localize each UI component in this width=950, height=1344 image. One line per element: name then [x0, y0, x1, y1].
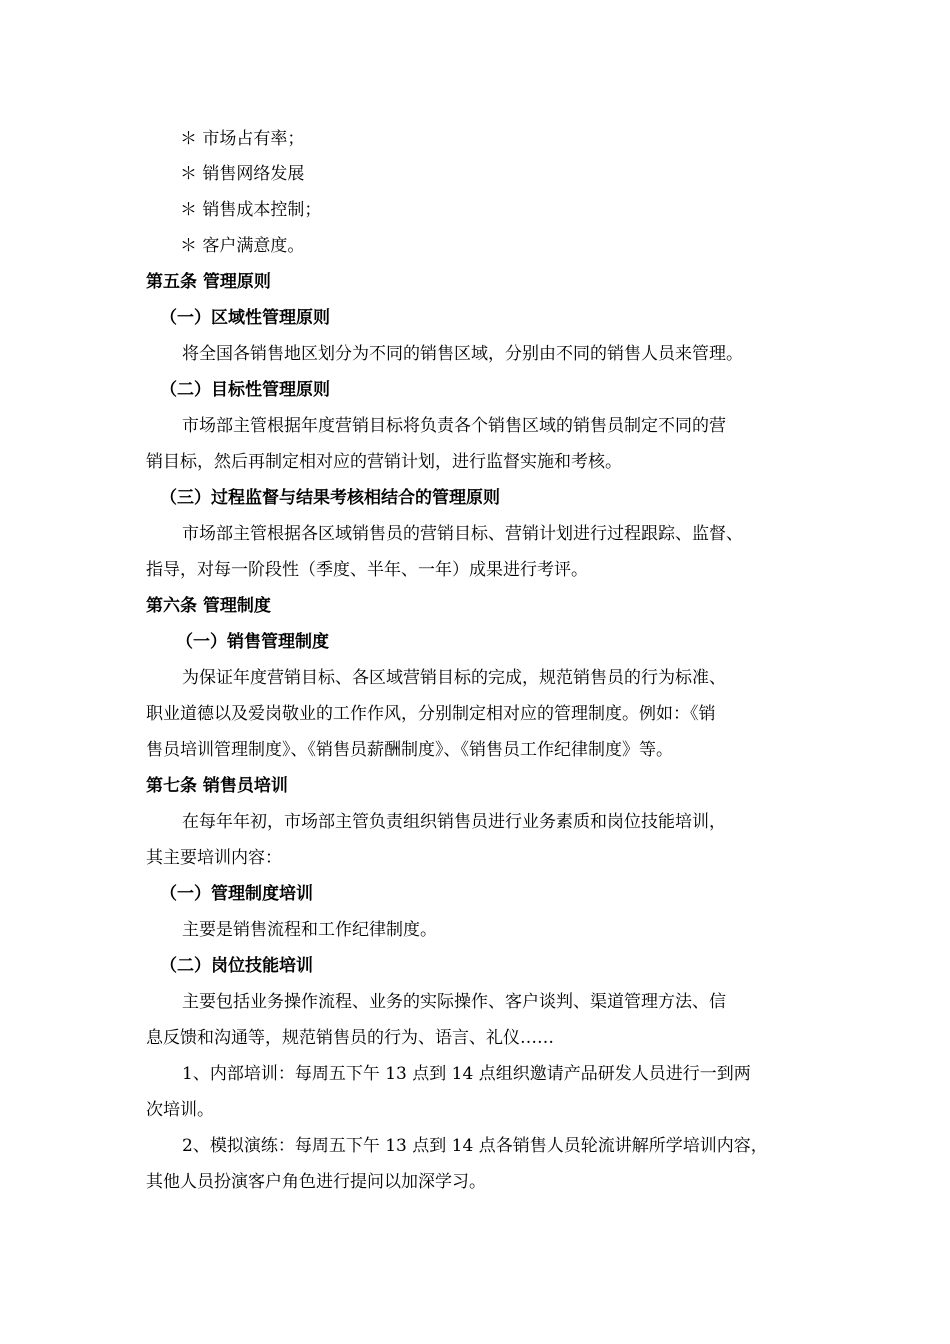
- article-5-heading: 第五条 管理原则: [146, 272, 271, 292]
- bullet-cost-control: ＊ 销售成本控制；: [180, 200, 322, 220]
- article-7-section-2-text-line2: 息反馈和沟通等，规范销售员的行为、语言、礼仪……: [146, 1028, 554, 1048]
- article-5-section-2-title: （二）目标性管理原则: [160, 380, 330, 400]
- article-6-text-line1: 为保证年度营销目标、各区域营销目标的完成，规范销售员的行为标准、: [182, 668, 726, 688]
- bullet-market-share: ＊ 市场占有率；: [180, 129, 305, 149]
- article-7-intro-line2: 其主要培训内容：: [146, 848, 282, 868]
- article-6-text-line2: 职业道德以及爱岗敬业的工作作风，分别制定相对应的管理制度。例如：《销: [146, 704, 716, 724]
- article-5-section-2-text-line1: 市场部主管根据年度营销目标将负责各个销售区域的销售员制定不同的营: [182, 416, 726, 436]
- article-5-section-1-title: （一）区域性管理原则: [160, 308, 330, 328]
- article-7-item-1-line2: 次培训。: [146, 1100, 214, 1120]
- article-5-section-3-title: （三）过程监督与结果考核相结合的管理原则: [160, 488, 500, 508]
- article-7-intro-line1: 在每年年初，市场部主管负责组织销售员进行业务素质和岗位技能培训，: [182, 812, 726, 832]
- article-7-section-2-text-line1: 主要包括业务操作流程、业务的实际操作、客户谈判、渠道管理方法、信: [182, 992, 726, 1012]
- article-7-item-1-line1: 1、内部培训：每周五下午 13 点到 14 点组织邀请产品研发人员进行一到两: [182, 1064, 751, 1084]
- article-6-heading: 第六条 管理制度: [146, 596, 271, 616]
- article-5-section-2-text-line2: 销目标，然后再制定相对应的营销计划，进行监督实施和考核。: [146, 452, 622, 472]
- article-7-heading: 第七条 销售员培训: [146, 776, 288, 796]
- bullet-sales-network: ＊ 销售网络发展: [180, 164, 305, 184]
- article-7-item-2-line1: 2、模拟演练：每周五下午 13 点到 14 点各销售人员轮流讲解所学培训内容，: [182, 1136, 768, 1156]
- article-7-section-1-title: （一）管理制度培训: [160, 884, 313, 904]
- article-7-item-2-line2: 其他人员扮演客户角色进行提问以加深学习。: [146, 1172, 486, 1192]
- article-7-section-2-title: （二）岗位技能培训: [160, 956, 313, 976]
- article-5-section-3-text-line1: 市场部主管根据各区域销售员的营销目标、营销计划进行过程跟踪、监督、: [182, 524, 743, 544]
- article-6-text-line3: 售员培训管理制度》、《销售员薪酬制度》、《销售员工作纪律制度》等。: [146, 740, 673, 760]
- article-6-section-1-title: （一）销售管理制度: [176, 632, 329, 652]
- bullet-customer-satisfaction: ＊ 客户满意度。: [180, 236, 305, 256]
- article-5-section-3-text-line2: 指导，对每一阶段性（季度、半年、一年）成果进行考评。: [146, 560, 588, 580]
- article-5-section-1-text: 将全国各销售地区划分为不同的销售区域，分别由不同的销售人员来管理。: [182, 344, 743, 364]
- article-7-section-1-text: 主要是销售流程和工作纪律制度。: [182, 920, 437, 940]
